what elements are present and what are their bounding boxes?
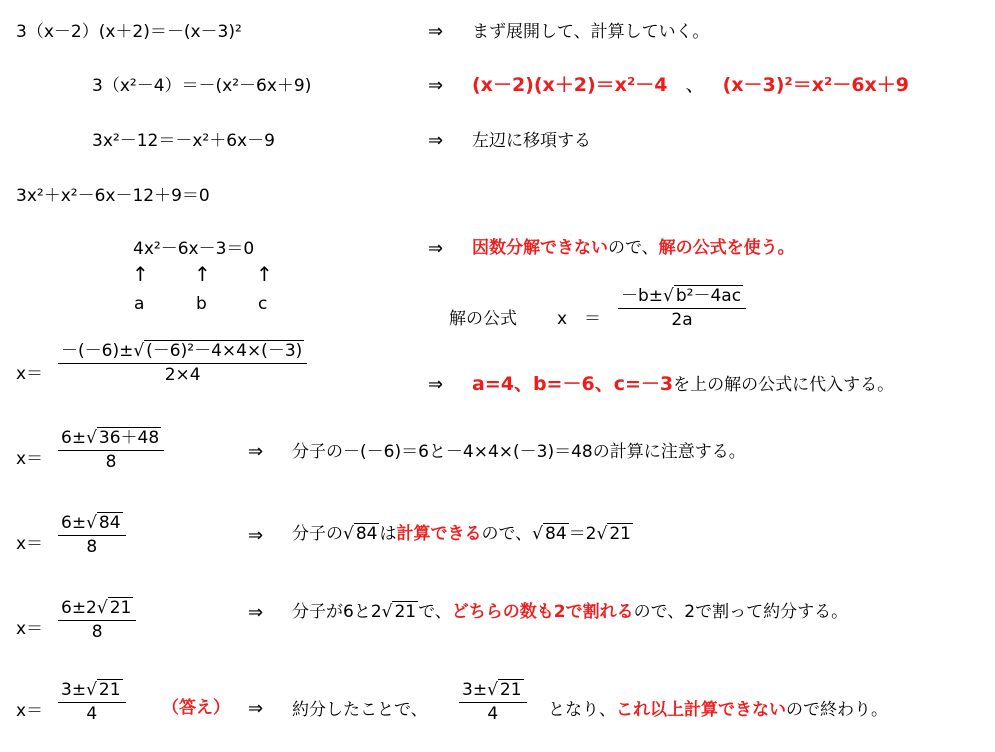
coefficients: a=4、b=－6、c=－3 [472, 373, 674, 395]
coef-label-b: b [196, 294, 207, 314]
can-compute: 計算できる [396, 524, 482, 544]
note-step-2 [472, 76, 909, 95]
divisible-by-2: どちらの数も2で割れる [451, 602, 634, 622]
fraction-answer [58, 682, 126, 723]
up-arrow-icon: ↑ [132, 262, 149, 286]
implies-arrow: ⇒ [428, 374, 444, 395]
implies-arrow: ⇒ [428, 238, 444, 259]
numerator: 6±√ 84 [58, 515, 126, 536]
numerator: 6±2√ 21 [58, 600, 136, 621]
formula-lhs: x ＝ [557, 309, 602, 329]
expansion-1: (x－2)(x＋2)＝x²－4 [472, 74, 668, 96]
implies-arrow: ⇒ [248, 698, 264, 719]
implies-arrow: ⇒ [428, 75, 444, 96]
note-reduce: 分子が6と2√ 21 で、どちらの数も2で割れるので、2で割って約分する。 [292, 602, 849, 622]
implies-arrow: ⇒ [428, 21, 444, 42]
denominator: 4 [487, 704, 499, 724]
note-step-5 [472, 240, 795, 257]
formula-numerator: －b±√ b²－4ac [618, 288, 746, 309]
note-caution: 分子の－(－6)＝6と－4×4×(－3)＝48の計算に注意する。 [292, 442, 746, 462]
lhs: x＝ [16, 701, 44, 721]
equation-step-1: 3（x－2）(x＋2)＝－(x－3)² [16, 22, 242, 42]
denominator: 8 [105, 452, 117, 472]
numerator: －(－6)±√ (－6)²－4×4×(－3) [58, 343, 307, 364]
inline-answer-fraction [459, 682, 527, 723]
fraction-step-2 [58, 430, 164, 471]
note-substitute: a=4、b=－6、c=－3を上の解の公式に代入する。 [472, 373, 895, 395]
denominator: 4 [86, 704, 98, 724]
lhs: x＝ [16, 449, 44, 469]
separator: 、 [685, 74, 705, 96]
note-final-2: となり、これ以上計算できないので終わり。 [548, 700, 888, 720]
denominator: 8 [91, 622, 103, 642]
use-formula: 解の公式を使う。 [658, 238, 795, 258]
cannot-factor: 因数分解できない [472, 238, 608, 258]
lhs: x＝ [16, 534, 44, 554]
lhs: x＝ [16, 364, 44, 384]
up-arrow-icon: ↑ [194, 262, 211, 286]
numerator: 3±√ 21 [459, 682, 527, 703]
note-step-1: まず展開して、計算していく。 [472, 22, 710, 42]
cannot-compute-further: これ以上計算できない [616, 700, 786, 720]
answer-label: （答え） [162, 698, 230, 718]
numerator: 6±√ 36＋48 [58, 430, 164, 451]
up-arrow-icon: ↑ [256, 262, 273, 286]
equation-step-4: 3x²＋x²－6x－12＋9＝0 [16, 186, 210, 206]
implies-arrow: ⇒ [428, 130, 444, 151]
coef-label-c: c [258, 294, 268, 314]
coef-label-a: a [134, 294, 145, 314]
formula-denominator: 2a [671, 310, 693, 330]
lhs: x＝ [16, 619, 44, 639]
implies-arrow: ⇒ [248, 602, 264, 623]
denominator: 2×4 [164, 365, 201, 385]
note-simplify-root: 分子の√ 84 は計算できるので、√ 84 ＝2√ 21 [292, 524, 631, 544]
note-step-3: 左辺に移項する [472, 131, 591, 151]
equation-step-5: 4x²－6x－3＝0 [133, 239, 255, 259]
note-final-1: 約分したことで、 [292, 700, 428, 720]
equation-step-3: 3x²－12＝－x²＋6x－9 [92, 131, 275, 151]
denominator: 8 [86, 537, 98, 557]
fraction-step-4 [58, 600, 136, 641]
conj: ので、 [608, 238, 659, 258]
quadratic-formula [618, 288, 746, 329]
expansion-2: (x－3)²＝x²－6x＋9 [722, 74, 910, 96]
equation-step-2: 3（x²－4）＝－(x²－6x＋9) [92, 76, 312, 96]
fraction-substituted [58, 343, 307, 384]
formula-label: 解の公式 [449, 309, 517, 329]
implies-arrow: ⇒ [248, 525, 264, 546]
numerator: 3±√ 21 [58, 682, 126, 703]
implies-arrow: ⇒ [248, 441, 264, 462]
fraction-step-3 [58, 515, 126, 556]
